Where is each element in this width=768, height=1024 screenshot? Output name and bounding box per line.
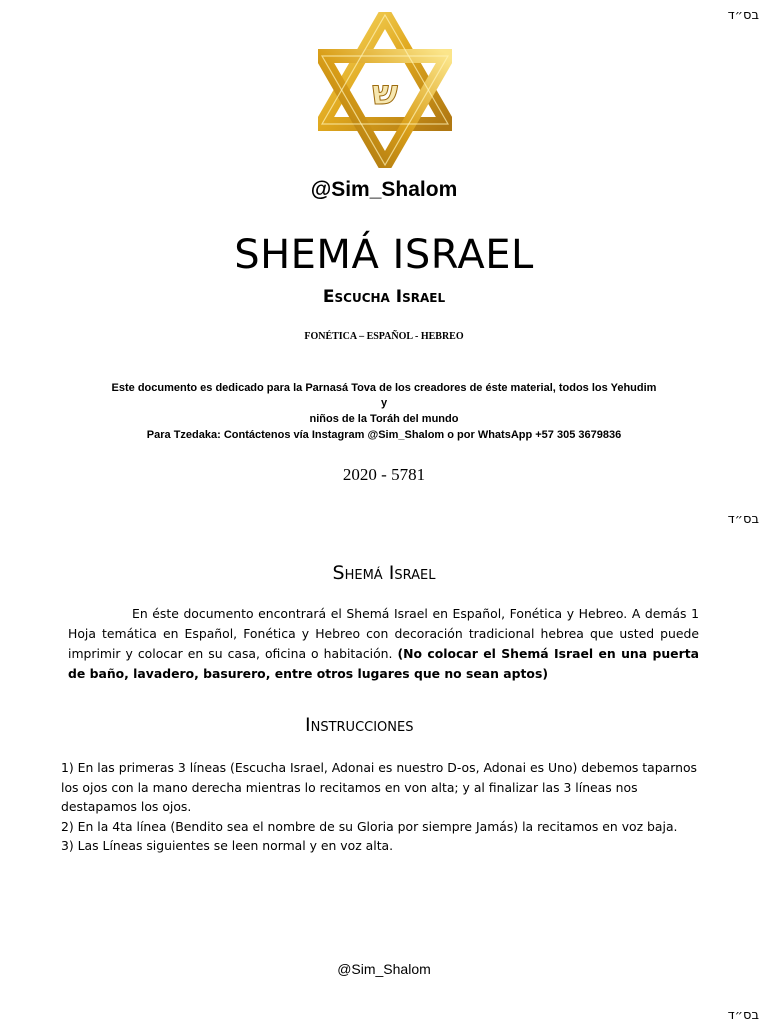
- instructions-title: Instrucciones: [305, 714, 414, 736]
- star-of-david-icon: [318, 12, 452, 168]
- instructions-list: [61, 758, 701, 856]
- intro-text: En éste documento encontrará el Shemá Israel en Español, Fonética y Hebreo. A demás 1 Hoja temática en Español, Fonética y Hebreo con decoración tradicional hebrea que usted puede imprimir y colocar en su casa, oficina o habitación.: [68, 606, 699, 661]
- instruction-item: 1) En las primeras 3 líneas (Escucha Israel, Adonai es nuestro D-os, Adonai es Uno) debemos taparnos los ojos con la mano derecha mientras lo recitamos en von alta; y al finalizar las 3 líneas nos destapamos los ojos.: [61, 760, 697, 814]
- dedication-line-3: niños de la Toráh del mundo: [309, 413, 459, 425]
- intro-warning: (No colocar el Shemá Israel en una puerta de baño, lavadero, basurero, entre otros lugares que no sean aptos): [68, 646, 699, 681]
- instruction-item: 2) En la 4ta línea (Bendito sea el nombre de su Gloria por siempre Jamás) la recitamos en voz baja.: [61, 818, 678, 834]
- document-title: SHEMÁ ISRAEL: [234, 232, 534, 278]
- section-title: Shemá Israel: [332, 562, 436, 584]
- page-header-bsd-2: בס״ד: [727, 512, 759, 527]
- dedication-line-1: Este documento es dedicado para la Parnasá Tova de los creadores de éste material, todos los Yehudim: [111, 382, 657, 394]
- instruction-item: 3) Las Líneas siguientes se leen normal y en voz alta.: [61, 838, 394, 853]
- logo-letter: ש: [372, 73, 398, 113]
- year-line: 2020 - 5781: [342, 465, 426, 484]
- instagram-handle-footer: @Sim_Shalom: [337, 961, 431, 977]
- tzedaka-contact-line: Para Tzedaka: Contáctenos vía Instagram @Sim_Shalom o por WhatsApp +57 305 3679836: [146, 429, 622, 441]
- page-header-bsd: בס״ד: [727, 8, 759, 23]
- page-header-bsd-3: בס״ד: [727, 1008, 759, 1023]
- dedication-line-2: y: [380, 397, 388, 409]
- languages-line: FONÉTICA – ESPAÑOL - HEBREO: [304, 331, 464, 342]
- intro-paragraph: [68, 604, 699, 684]
- star-of-david-logo: [318, 12, 452, 168]
- instagram-handle: @Sim_Shalom: [310, 178, 458, 201]
- document-subtitle: Escucha Israel: [322, 287, 446, 307]
